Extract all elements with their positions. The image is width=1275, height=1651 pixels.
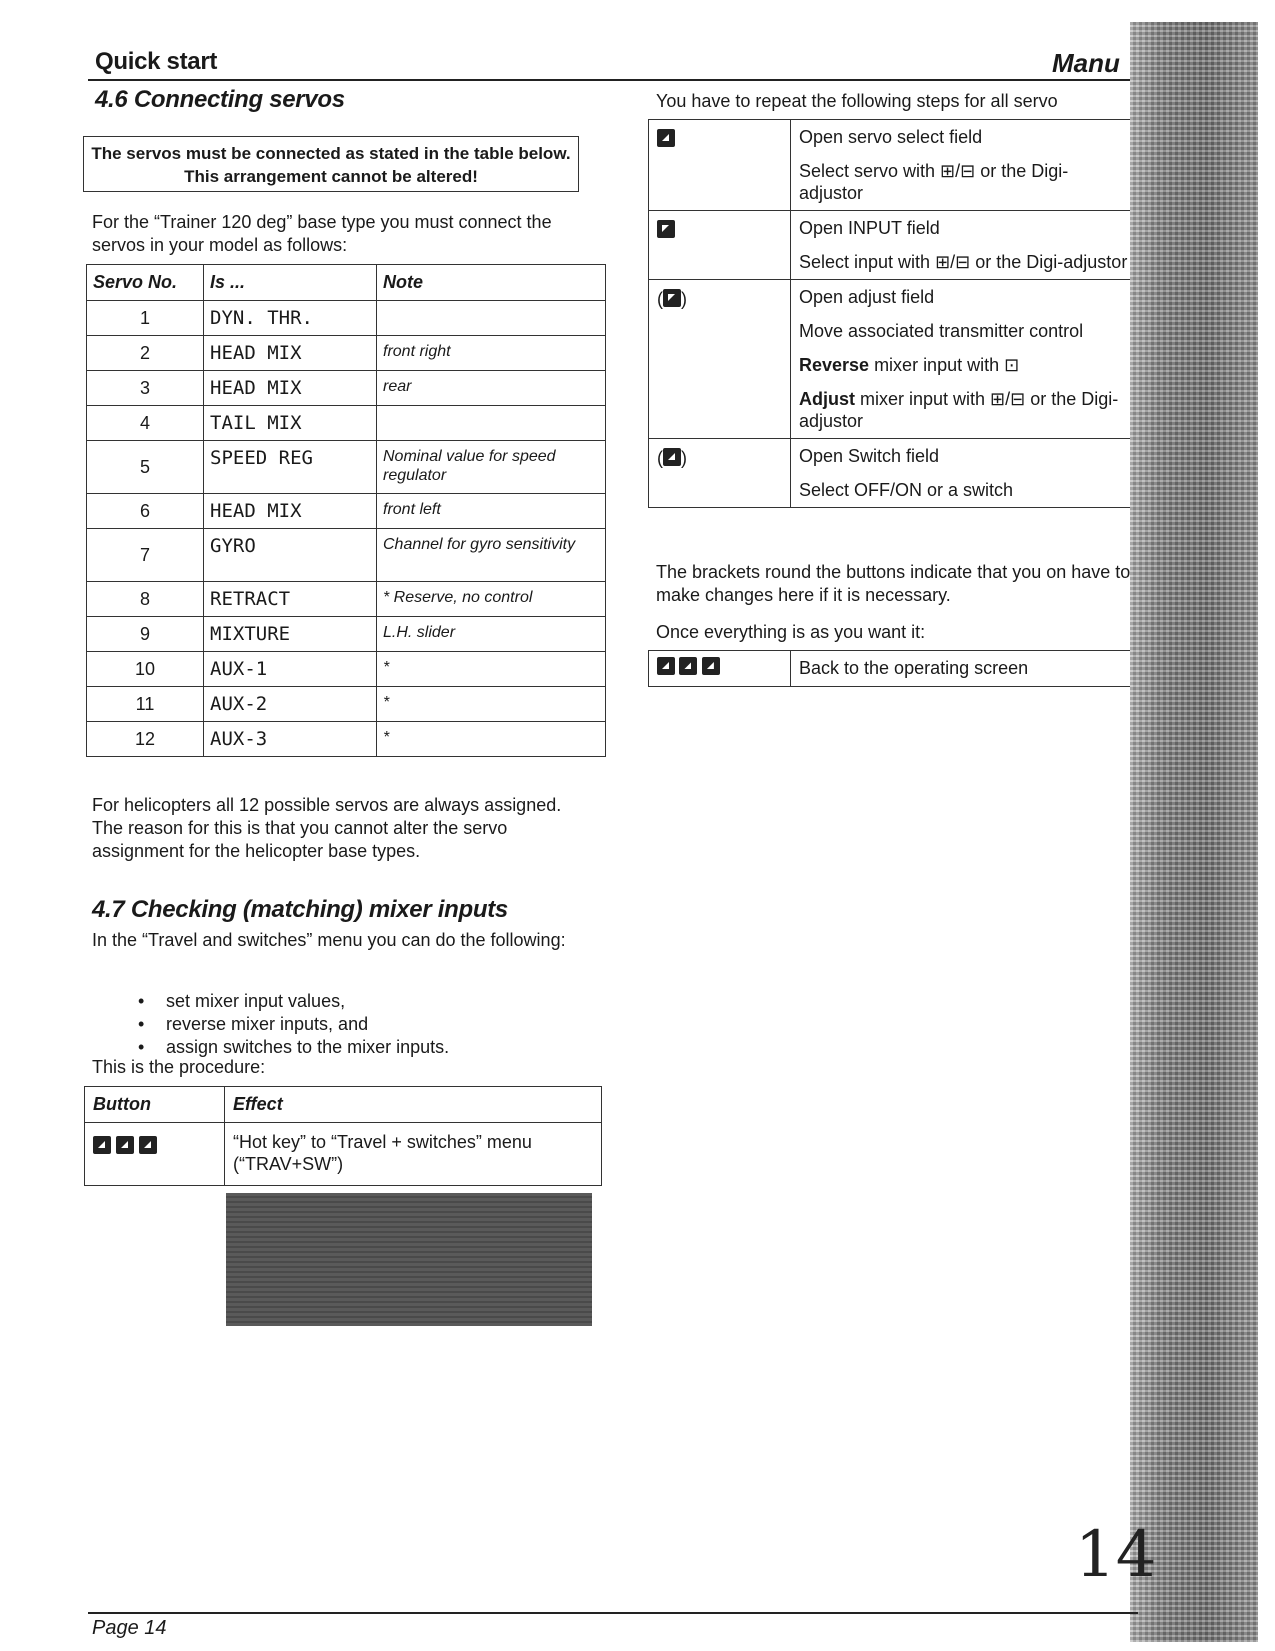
step-line: Move associated transmitter control bbox=[799, 321, 1084, 341]
step-line: Open INPUT field bbox=[799, 218, 940, 238]
step-actions bbox=[791, 211, 1138, 280]
right-intro: You have to repeat the following steps for all servo bbox=[656, 91, 1058, 111]
col-is: Is ... bbox=[204, 265, 377, 301]
servo-note: rear bbox=[377, 371, 606, 406]
step-key: ( ) bbox=[649, 439, 791, 508]
key-icon bbox=[657, 220, 675, 238]
servo-note: * bbox=[377, 687, 606, 722]
col-servo-no: Servo No. bbox=[87, 265, 204, 301]
servo-table bbox=[86, 264, 606, 757]
servo-no: 1 bbox=[87, 301, 204, 336]
servo-note: * bbox=[377, 652, 606, 687]
servo-no: 11 bbox=[87, 687, 204, 722]
step-line: Reverse mixer input with ⊡ bbox=[799, 355, 1020, 375]
step-actions bbox=[791, 120, 1138, 211]
step-line: Select input with ⊞/⊟ or the Digi-adjustor bbox=[799, 252, 1128, 272]
lcd-screen-image bbox=[226, 1193, 592, 1326]
servo-no: 8 bbox=[87, 582, 204, 617]
servo-note bbox=[377, 301, 606, 336]
servo-no: 6 bbox=[87, 494, 204, 529]
list-item: • assign switches to the mixer inputs. bbox=[166, 1036, 449, 1059]
key-icon bbox=[663, 448, 681, 466]
key-icon bbox=[139, 1136, 157, 1154]
servo-is: AUX-1 bbox=[204, 652, 377, 687]
key-icon bbox=[93, 1136, 111, 1154]
servo-is: HEAD MIX bbox=[204, 371, 377, 406]
hotkey-cell bbox=[85, 1123, 225, 1186]
servo-note: front right bbox=[377, 336, 606, 371]
servo-is: TAIL MIX bbox=[204, 406, 377, 441]
servo-no: 10 bbox=[87, 652, 204, 687]
intro-paragraph: For the “Trainer 120 deg” base type you must connect the servos in your model as follows: bbox=[92, 212, 552, 255]
servo-note: L.H. slider bbox=[377, 617, 606, 652]
key-icon bbox=[663, 289, 681, 307]
key-icon bbox=[679, 657, 697, 675]
steps-table bbox=[648, 119, 1138, 508]
servo-is: SPEED REG bbox=[204, 441, 377, 494]
servo-note bbox=[377, 406, 606, 441]
servo-note: front left bbox=[377, 494, 606, 529]
step-line: Open Switch field bbox=[799, 446, 940, 466]
servo-is: AUX-2 bbox=[204, 687, 377, 722]
servo-note: Channel for gyro sensitivity bbox=[377, 529, 606, 582]
brackets-note: The brackets round the buttons indicate that you on have to make changes here if it is necessary. bbox=[656, 562, 1131, 605]
servo-no: 7 bbox=[87, 529, 204, 582]
servo-is: HEAD MIX bbox=[204, 336, 377, 371]
step-key bbox=[649, 120, 791, 211]
handwritten-page-number: 14 bbox=[1075, 1518, 1157, 1592]
servo-is: HEAD MIX bbox=[204, 494, 377, 529]
step-line: Adjust mixer input with ⊞/⊟ or the Digi-adjustor bbox=[799, 389, 1119, 431]
servo-no: 2 bbox=[87, 336, 204, 371]
key-icon bbox=[657, 657, 675, 675]
servo-note: * bbox=[377, 722, 606, 757]
section-header-right: Manu bbox=[1052, 48, 1120, 78]
col-effect: Effect bbox=[225, 1087, 602, 1123]
col-button: Button bbox=[85, 1087, 225, 1123]
final-keys bbox=[649, 651, 791, 687]
step-actions bbox=[791, 280, 1138, 439]
warning-box: The servos must be connected as stated in the table below. This arrangement cannot be altered! bbox=[83, 136, 579, 192]
servo-is: AUX-3 bbox=[204, 722, 377, 757]
section-title-4-6: 4.6 Connecting servos bbox=[95, 86, 345, 113]
page-number: Page 14 bbox=[92, 1617, 167, 1639]
footer-rule bbox=[88, 1612, 1138, 1614]
step-line: Open adjust field bbox=[799, 287, 935, 307]
servo-no: 3 bbox=[87, 371, 204, 406]
servo-no: 4 bbox=[87, 406, 204, 441]
s47-intro: In the “Travel and switches” menu you can do the following: bbox=[92, 930, 566, 950]
step-line: Select OFF/ON or a switch bbox=[799, 480, 1014, 500]
servo-is: DYN. THR. bbox=[204, 301, 377, 336]
list-item: • set mixer input values, bbox=[166, 990, 449, 1013]
step-line: Open servo select field bbox=[799, 127, 983, 147]
final-table bbox=[648, 650, 1138, 687]
section-header: Quick start bbox=[95, 48, 218, 75]
final-action: Back to the operating screen bbox=[791, 651, 1138, 687]
servo-no: 9 bbox=[87, 617, 204, 652]
servo-note: * Reserve, no control bbox=[377, 582, 606, 617]
section-title-4-7: 4.7 Checking (matching) mixer inputs bbox=[92, 896, 508, 923]
servo-no: 12 bbox=[87, 722, 204, 757]
header-rule bbox=[88, 79, 1138, 81]
key-icon bbox=[657, 129, 675, 147]
scan-edge-texture bbox=[1130, 22, 1258, 1642]
step-line: Select servo with ⊞/⊟ or the Digi-adjustor bbox=[799, 161, 1069, 203]
procedure-label: This is the procedure: bbox=[92, 1057, 266, 1077]
col-note: Note bbox=[377, 265, 606, 301]
button-table bbox=[84, 1086, 602, 1186]
servo-note: Nominal value for speed regulator bbox=[377, 441, 606, 494]
key-icon bbox=[702, 657, 720, 675]
servo-is: MIXTURE bbox=[204, 617, 377, 652]
servo-no: 5 bbox=[87, 441, 204, 494]
step-key: ( ) bbox=[649, 280, 791, 439]
servo-is: GYRO bbox=[204, 529, 377, 582]
step-key bbox=[649, 211, 791, 280]
list-item: • reverse mixer inputs, and bbox=[166, 1013, 449, 1036]
effect-cell: “Hot key” to “Travel + switches” menu (“TRAV+SW”) bbox=[225, 1123, 602, 1186]
helicopter-paragraph: For helicopters all 12 possible servos are always assigned. The reason for this is that you cannot alter the servo assignment for the helicopter base types. bbox=[92, 795, 562, 861]
key-icon bbox=[116, 1136, 134, 1154]
servo-is: RETRACT bbox=[204, 582, 377, 617]
once-label: Once everything is as you want it: bbox=[656, 622, 926, 642]
step-actions bbox=[791, 439, 1138, 508]
feature-list bbox=[138, 990, 449, 1059]
